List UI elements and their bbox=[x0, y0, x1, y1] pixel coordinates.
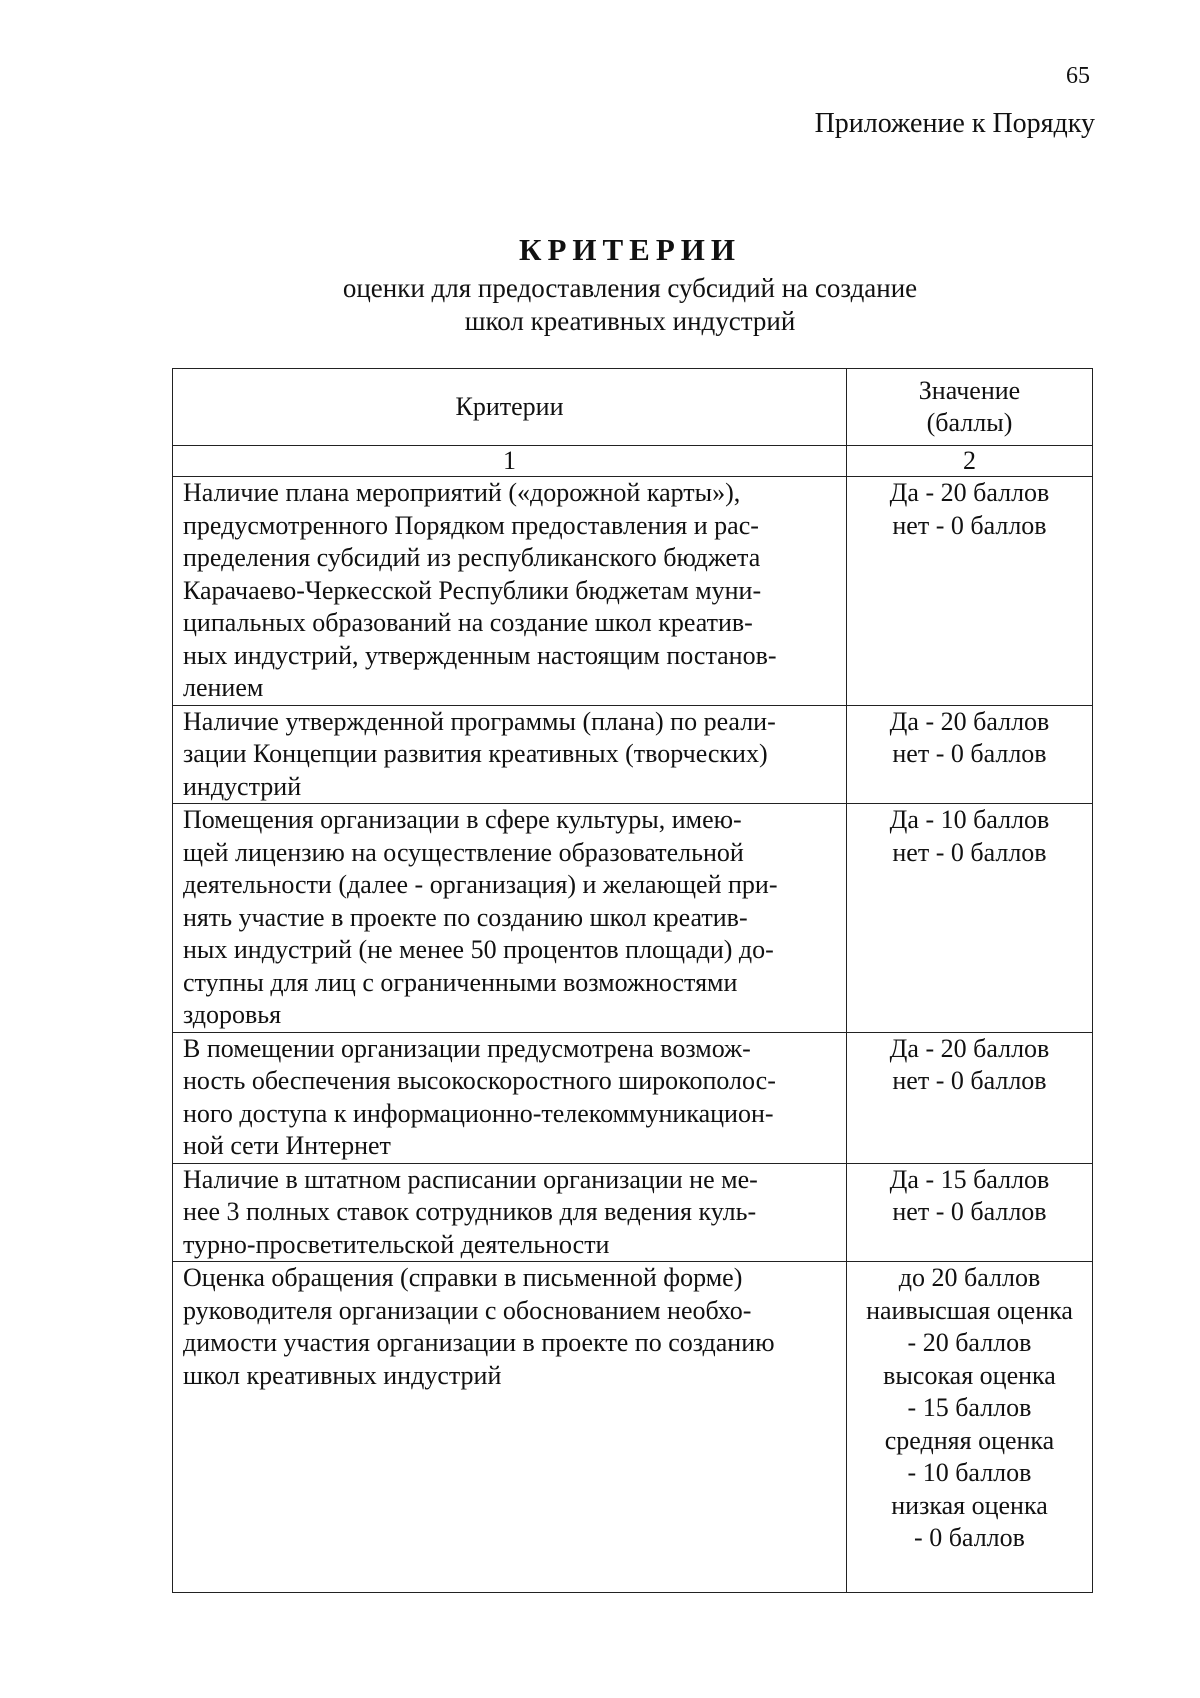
value-line: Да - 10 баллов bbox=[889, 805, 1050, 834]
criterion-cell bbox=[173, 477, 847, 706]
table-row bbox=[173, 1163, 1093, 1262]
criterion-line: ступны для лиц с ограниченными возможностями bbox=[183, 967, 738, 997]
header-value-line: (баллы) bbox=[926, 408, 1013, 437]
value-line: - 0 баллов bbox=[914, 1523, 1025, 1552]
value-line: Да - 20 баллов bbox=[889, 706, 1050, 736]
value-line: нет - 0 баллов bbox=[892, 1197, 1047, 1226]
title-block bbox=[160, 232, 1100, 338]
criterion-line: индустрий bbox=[183, 771, 302, 801]
criterion-cell bbox=[173, 804, 847, 1033]
table-header-row bbox=[173, 369, 1093, 446]
criterion-line: щей лицензию на осуществление образовательной bbox=[183, 837, 744, 867]
criterion-line: ной сети Интернет bbox=[183, 1131, 391, 1160]
criterion-cell bbox=[173, 1032, 847, 1163]
value-line: нет - 0 баллов bbox=[892, 739, 1047, 768]
value-line: до 20 баллов bbox=[898, 1263, 1041, 1292]
criterion-line: предусмотренного Порядком предоставления и рас- bbox=[183, 510, 759, 540]
header-value-line: Значение bbox=[918, 376, 1021, 405]
criterion-line: В помещении организации предусмотрена возмож- bbox=[183, 1033, 751, 1063]
criterion-line: димости участия организации в проекте по созданию bbox=[183, 1328, 775, 1357]
value-cell bbox=[847, 705, 1093, 804]
criterion-line: Наличие утвержденной программы (плана) по реали- bbox=[183, 706, 776, 736]
value-line: низкая оценка bbox=[891, 1490, 1048, 1520]
value-line: наивысшая оценка bbox=[866, 1295, 1073, 1325]
criterion-line: ципальных образований на создание школ креатив- bbox=[183, 608, 753, 637]
criterion-line: нять участие в проекте по созданию школ креатив- bbox=[183, 902, 748, 932]
criterion-line: Карачаево-Черкесской Республики бюджетам муни- bbox=[183, 575, 762, 605]
column-number: 2 bbox=[847, 446, 1093, 477]
criterion-line: руководителя организации с обоснованием необхо- bbox=[183, 1295, 752, 1325]
criterion-line: Наличие плана мероприятий («дорожной карты»), bbox=[183, 478, 741, 507]
criteria-rows bbox=[173, 477, 1093, 1593]
table-row bbox=[173, 1262, 1093, 1593]
header-value bbox=[847, 369, 1093, 446]
value-line: высокая оценка bbox=[883, 1360, 1056, 1390]
page-number: 65 bbox=[1066, 63, 1090, 89]
criterion-line: Помещения организации в сфере культуры, имею- bbox=[183, 805, 742, 834]
value-line: Да - 20 баллов bbox=[889, 1033, 1050, 1063]
table-row bbox=[173, 705, 1093, 804]
value-cell bbox=[847, 804, 1093, 1033]
value-line: средняя оценка bbox=[884, 1425, 1055, 1455]
criterion-line: ного доступа к информационно-телекоммуникацион- bbox=[183, 1098, 774, 1128]
value-cell bbox=[847, 1032, 1093, 1163]
value-line: - 10 баллов bbox=[907, 1458, 1032, 1487]
table-row bbox=[173, 1032, 1093, 1163]
criteria-table bbox=[172, 368, 1093, 1593]
value-line: Да - 20 баллов bbox=[889, 478, 1050, 507]
criterion-cell bbox=[173, 705, 847, 804]
criterion-cell bbox=[173, 1163, 847, 1262]
value-line: нет - 0 баллов bbox=[892, 1066, 1047, 1095]
criterion-line: Оценка обращения (справки в письменной форме) bbox=[183, 1263, 743, 1292]
value-line: - 20 баллов bbox=[907, 1328, 1032, 1357]
criterion-line: нее 3 полных ставок сотрудников для ведения куль- bbox=[183, 1197, 757, 1226]
criterion-line: турно-просветительской деятельности bbox=[183, 1229, 610, 1259]
column-number: 1 bbox=[173, 446, 847, 477]
criterion-line: ных индустрий (не менее 50 процентов площади) до- bbox=[183, 935, 774, 964]
criterion-line: пределения субсидий из республиканского бюджета bbox=[183, 543, 761, 572]
criterion-line: деятельности (далее - организация) и желающей при- bbox=[183, 870, 778, 899]
value-line: Да - 15 баллов bbox=[889, 1164, 1050, 1194]
value-line: - 15 баллов bbox=[907, 1393, 1032, 1422]
document-title: КРИТЕРИИ bbox=[518, 232, 742, 267]
value-cell bbox=[847, 1163, 1093, 1262]
criterion-line: Наличие в штатном расписании организации не ме- bbox=[183, 1164, 758, 1194]
column-number-row bbox=[173, 446, 1093, 477]
criterion-line: ность обеспечения высокоскоростного широкополос- bbox=[183, 1066, 776, 1095]
criterion-line: ных индустрий, утвержденным настоящим постанов- bbox=[183, 640, 777, 670]
value-line: нет - 0 баллов bbox=[892, 837, 1047, 867]
criterion-line: школ креативных индустрий bbox=[183, 1360, 502, 1390]
header-criteria: Критерии bbox=[173, 369, 847, 446]
table-row bbox=[173, 477, 1093, 706]
criterion-line: зации Концепции развития креативных (творческих) bbox=[183, 739, 768, 768]
criterion-cell bbox=[173, 1262, 847, 1593]
table-row bbox=[173, 804, 1093, 1033]
document-subtitle-line: школ креативных индустрий bbox=[464, 306, 796, 336]
value-line: нет - 0 баллов bbox=[892, 510, 1047, 540]
value-cell bbox=[847, 477, 1093, 706]
appendix-label: Приложение к Порядку bbox=[814, 108, 1095, 139]
criterion-line: лением bbox=[183, 673, 264, 702]
criterion-line: здоровья bbox=[183, 1000, 282, 1029]
document-subtitle-line: оценки для предоставления субсидий на создание bbox=[342, 273, 918, 303]
value-cell bbox=[847, 1262, 1093, 1593]
